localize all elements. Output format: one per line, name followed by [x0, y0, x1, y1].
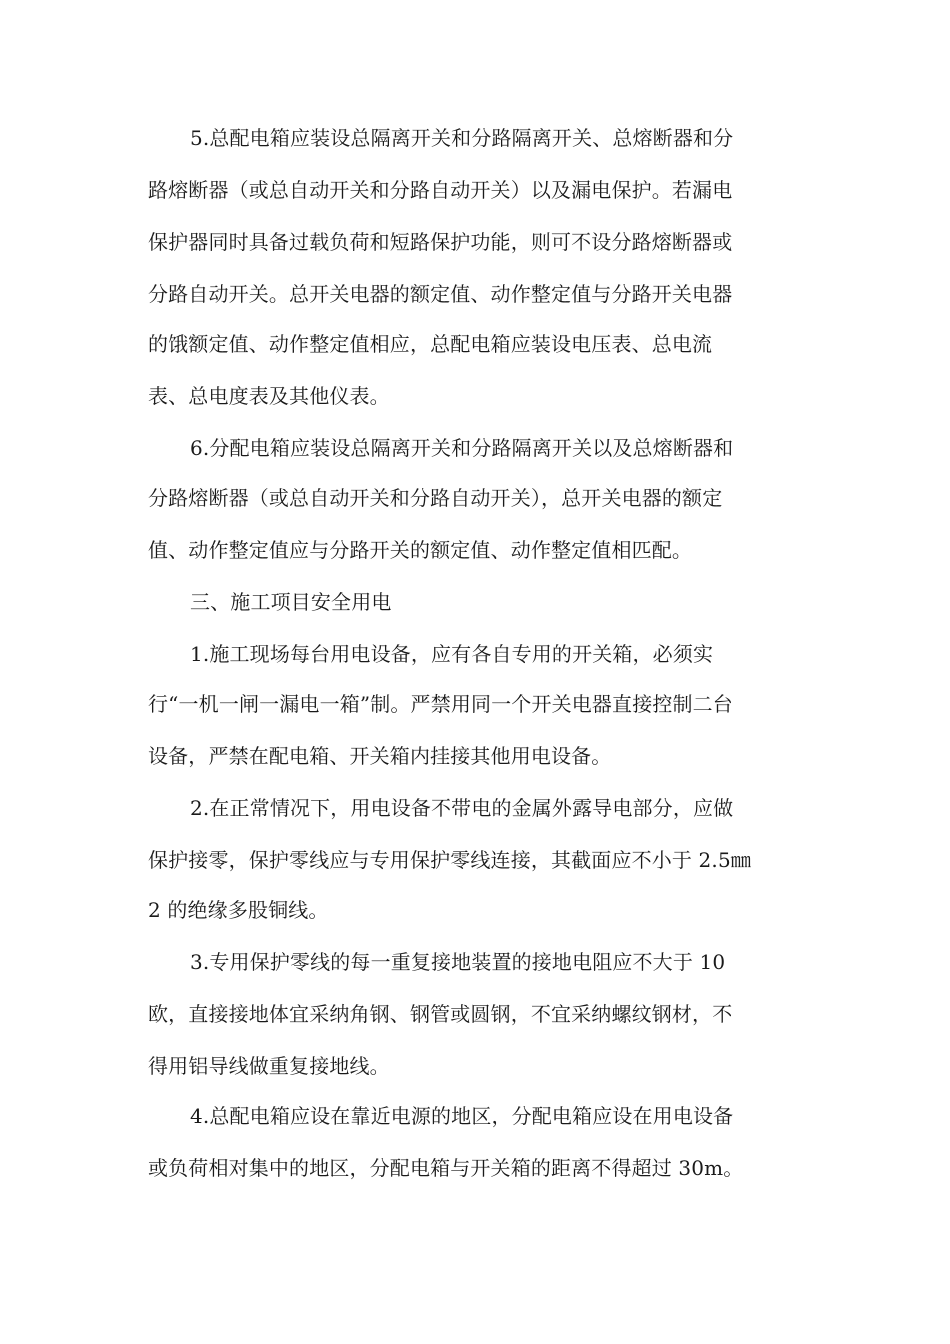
section-heading: 三、施工项目安全用电	[190, 590, 392, 614]
text-line: 分路自动开关。总开关电器的额定值、动作整定值与分路开关电器	[148, 282, 733, 306]
text-line: 路熔断器（或总自动开关和分路自动开关）以及漏电保护。若漏电	[148, 178, 733, 202]
text-line: 2.在正常情况下，用电设备不带电的金属外露导电部分，应做	[190, 796, 734, 820]
text-line: 保护接零，保护零线应与专用保护零线连接，其截面应不小于 2.5㎜	[148, 848, 751, 872]
text-line: 表、总电度表及其他仪表。	[148, 384, 390, 408]
text-line: 分路熔断器（或总自动开关和分路自动开关），总开关电器的额定	[148, 486, 723, 510]
text-line: 保护器同时具备过载负荷和短路保护功能，则可不设分路熔断器或	[148, 230, 733, 254]
text-line: 的饿额定值、动作整定值相应，总配电箱应装设电压表、总电流	[148, 332, 713, 356]
text-line: 值、动作整定值应与分路开关的额定值、动作整定值相匹配。	[148, 538, 693, 562]
text-line: 2 的绝缘多股铜线。	[148, 898, 329, 922]
text-line: 设备，严禁在配电箱、开关箱内挂接其他用电设备。	[148, 744, 612, 768]
text-line: 6.分配电箱应装设总隔离开关和分路隔离开关以及总熔断器和	[190, 436, 734, 460]
text-line: 4.总配电箱应设在靠近电源的地区，分配电箱应设在用电设备	[190, 1104, 734, 1128]
text-line: 5.总配电箱应装设总隔离开关和分路隔离开关、总熔断器和分	[190, 126, 734, 150]
text-line: 得用铝导线做重复接地线。	[148, 1054, 390, 1078]
text-line: 或负荷相对集中的地区，分配电箱与开关箱的距离不得超过 30m。	[148, 1156, 744, 1180]
text-line: 行“一机一闸一漏电一箱”制。严禁用同一个开关电器直接控制二台	[148, 692, 733, 716]
text-line: 3.专用保护零线的每一重复接地装置的接地电阻应不大于 10	[190, 950, 726, 974]
text-line: 欧，直接接地体宜采纳角钢、钢管或圆钢，不宜采纳螺纹钢材，不	[148, 1002, 733, 1026]
text-line: 1.施工现场每台用电设备，应有各自专用的开关箱，必须实	[190, 642, 714, 666]
